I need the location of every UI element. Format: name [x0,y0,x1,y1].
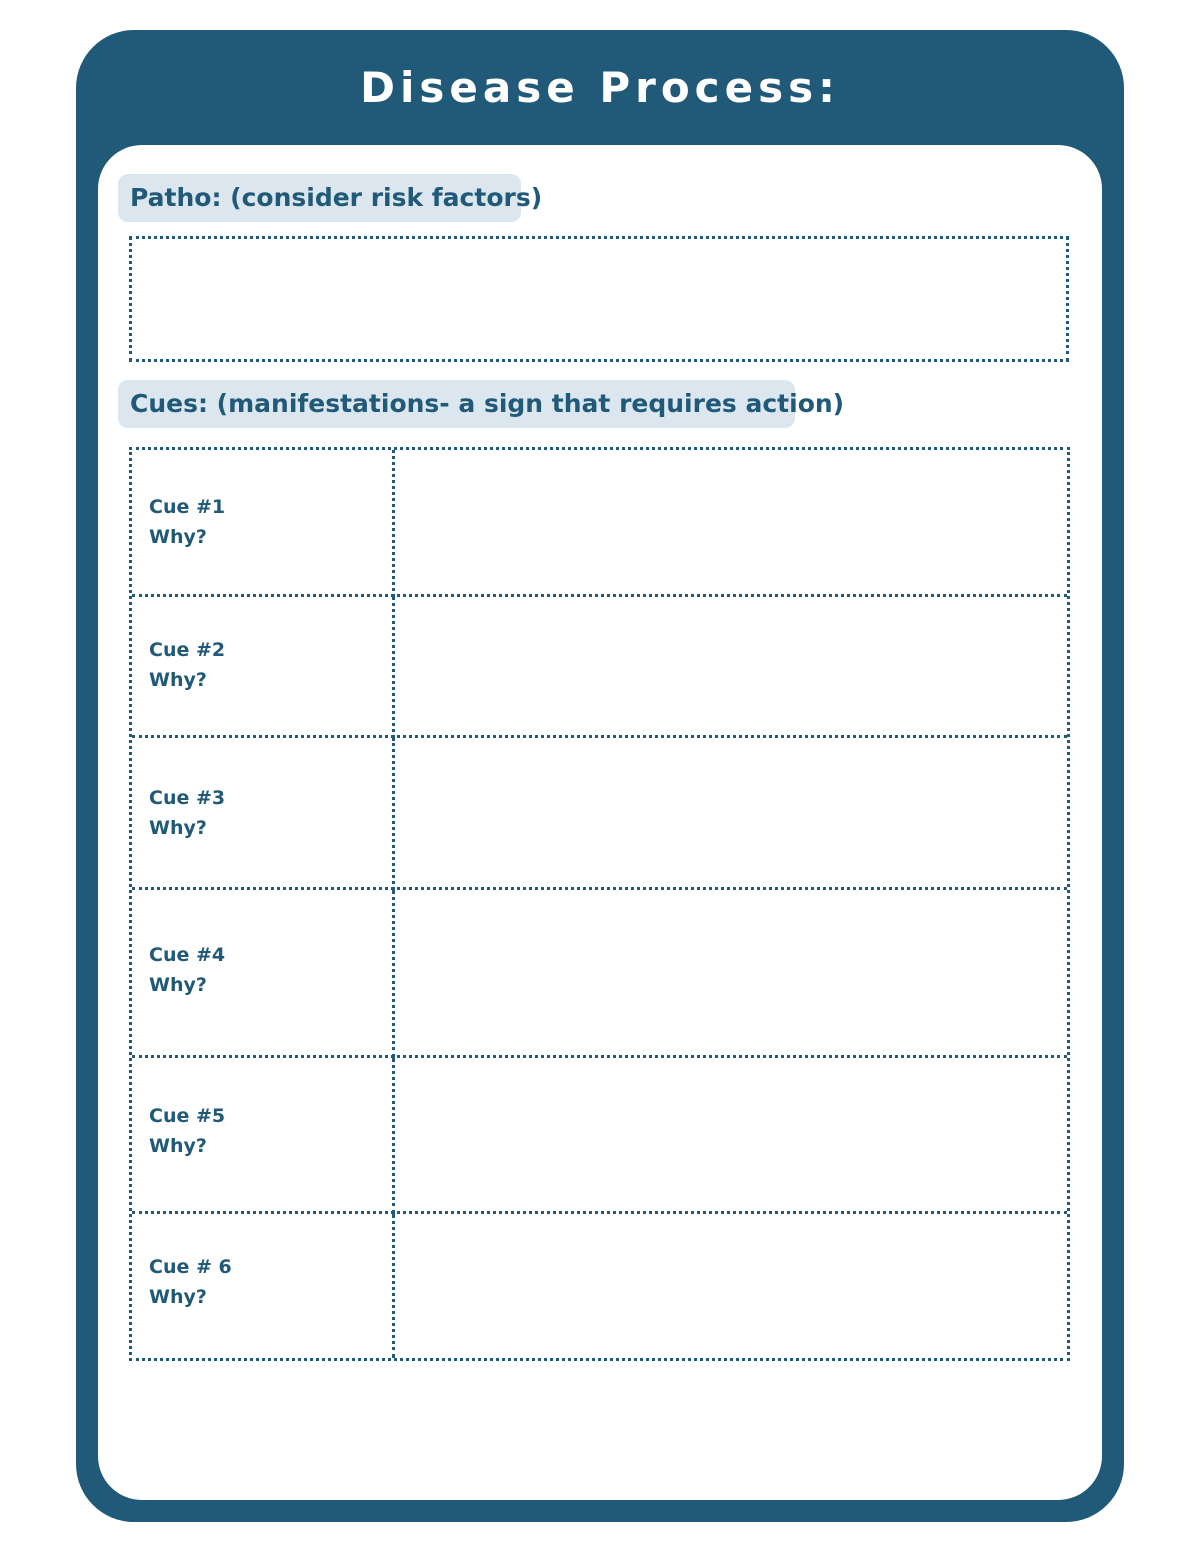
cue-row-3 [132,735,1067,890]
cue-answer-cell-2[interactable] [395,597,1067,738]
cue-label-cell [132,1058,395,1214]
cue-why: Why? [149,1286,207,1308]
cue-number: Cue #3 [149,787,226,809]
cue-label-cell [132,450,395,597]
cue-number: Cue #5 [149,1105,226,1127]
cue-answer-cell-5[interactable] [395,1058,1067,1214]
cue-answer-cell-4[interactable] [395,890,1067,1058]
cue-number: Cue # 6 [149,1256,232,1278]
cue-label-cell [132,890,395,1058]
cue-row-1 [132,450,1067,597]
patho-answer-box[interactable] [129,236,1069,362]
cue-number: Cue #4 [149,944,226,966]
cue-row-5 [132,1055,1067,1214]
cue-answer-cell-6[interactable] [395,1214,1067,1358]
cues-section-label: Cues: (manifestations- a sign that requires action) [118,380,795,428]
cue-row-6 [132,1211,1067,1358]
cue-why: Why? [149,974,207,996]
cue-why: Why? [149,526,207,548]
cue-why: Why? [149,1135,207,1157]
cue-number: Cue #2 [149,639,226,661]
page-title: Disease Process: [360,63,840,112]
patho-section-label: Patho: (consider risk factors) [118,174,521,222]
cue-row-4 [132,887,1067,1058]
cue-why: Why? [149,817,207,839]
cue-row-2 [132,594,1067,738]
cue-label-cell [132,1214,395,1358]
cue-answer-cell-1[interactable] [395,450,1067,597]
cue-label-cell [132,597,395,738]
cue-number: Cue #1 [149,496,226,518]
cue-label-cell [132,738,395,890]
cues-table [129,447,1070,1361]
cue-why: Why? [149,669,207,691]
cue-answer-cell-3[interactable] [395,738,1067,890]
